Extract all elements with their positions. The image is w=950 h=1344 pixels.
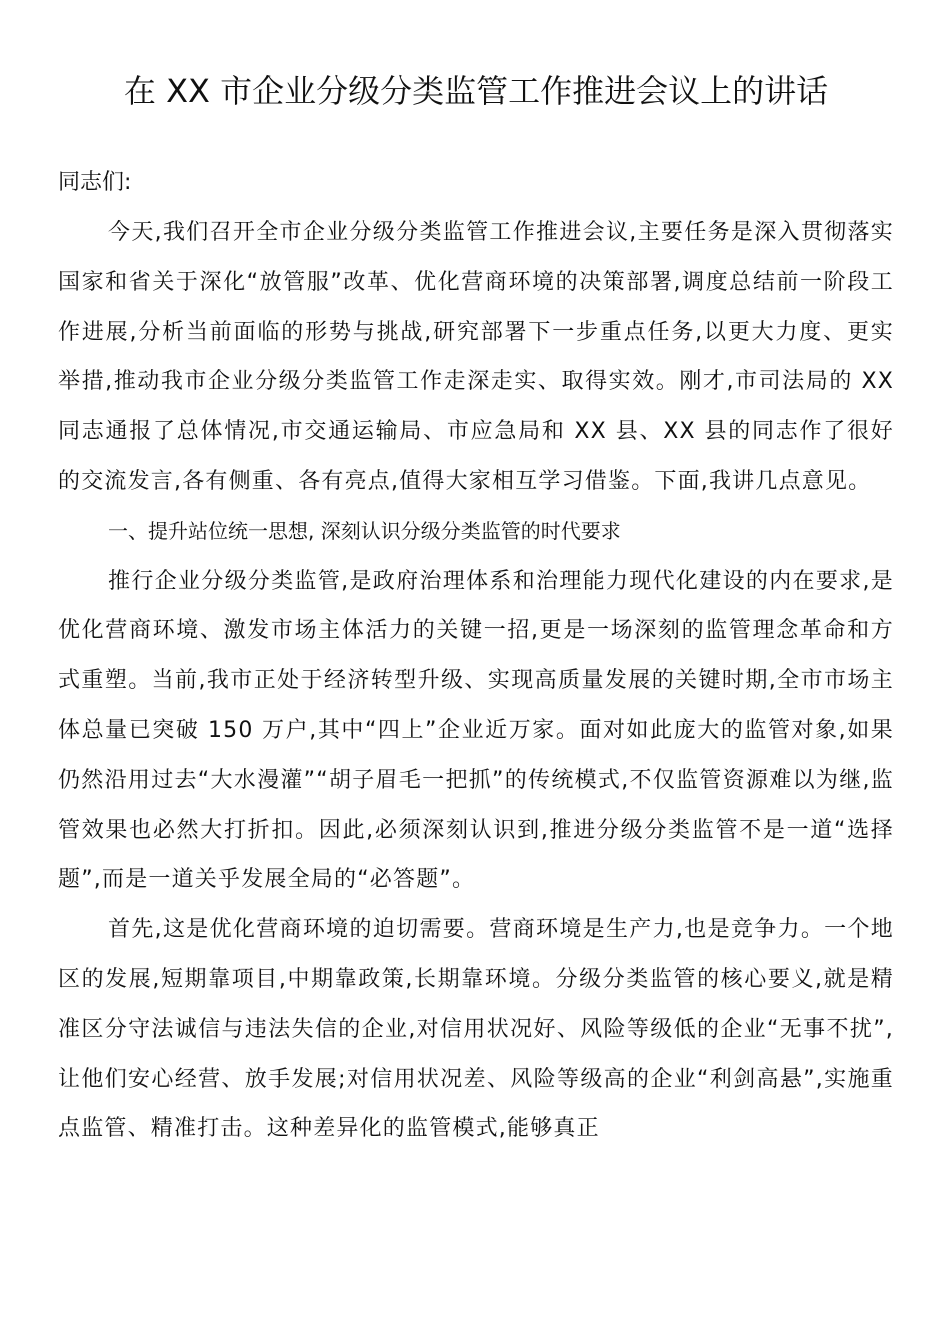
intro-paragraph: 今天,我们召开全市企业分级分类监管工作推进会议,主要任务是深入贯彻落实国家和省关于深化“放管服”改革、优化营商环境的决策部署,调度总结前一阶段工作进展,分析当前面临的形势与挑战,研究部署下一步重点任务,以更大力度、更实举措,推动我市企业分级分类监管工作走深走实、取得实效。刚才,市司法局的 XX 同志通报了总体情况,市交通运输局、市应急局和 XX 县、XX 县的同志作了很好的交流发言,各有侧重、各有亮点,值得大家相互学习借鉴。下面,我讲几点意见。 <box>58 220 894 494</box>
document-title: 在 XX 市企业分级分类监管工作推进会议上的讲话 <box>123 72 829 110</box>
section-heading: 一、提升站位统一思想, 深刻认识分级分类监管的时代要求 <box>108 518 621 543</box>
section-paragraph: 首先,这是优化营商环境的迫切需要。营商环境是生产力,也是竞争力。一个地区的发展,短期靠项目,中期靠政策,长期靠环境。分级分类监管的核心要义,就是精准区分守法诚信与违法失信的企业,对信用状况好、风险等级低的企业“无事不扰”,让他们安心经营、放手发展;对信用状况差、风险等级高的企业“利剑高悬”,实施重点监管、精准打击。这种差异化的监管模式,能够真正 <box>58 917 894 1142</box>
section-paragraph: 推行企业分级分类监管,是政府治理体系和治理能力现代化建设的内在要求,是优化营商环境、激发市场主体活力的关键一招,更是一场深刻的监管理念革命和方式重塑。当前,我市正处于经济转型升级、实现高质量发展的关键时期,全市市场主体总量已突破 150 万户,其中“四上”企业近万家。面对如此庞大的监管对象,如果仍然沿用过去“大水漫灌”“胡子眉毛一把抓”的传统模式,不仅监管资源难以为继,监管效果也必然大打折扣。因此,必须深刻认识到,推进分级分类监管不是一道“选择题”,而是一道关乎发展全局的“必答题”。 <box>58 568 894 893</box>
salutation: 同志们: <box>58 170 132 195</box>
document-page <box>58 62 894 1154</box>
